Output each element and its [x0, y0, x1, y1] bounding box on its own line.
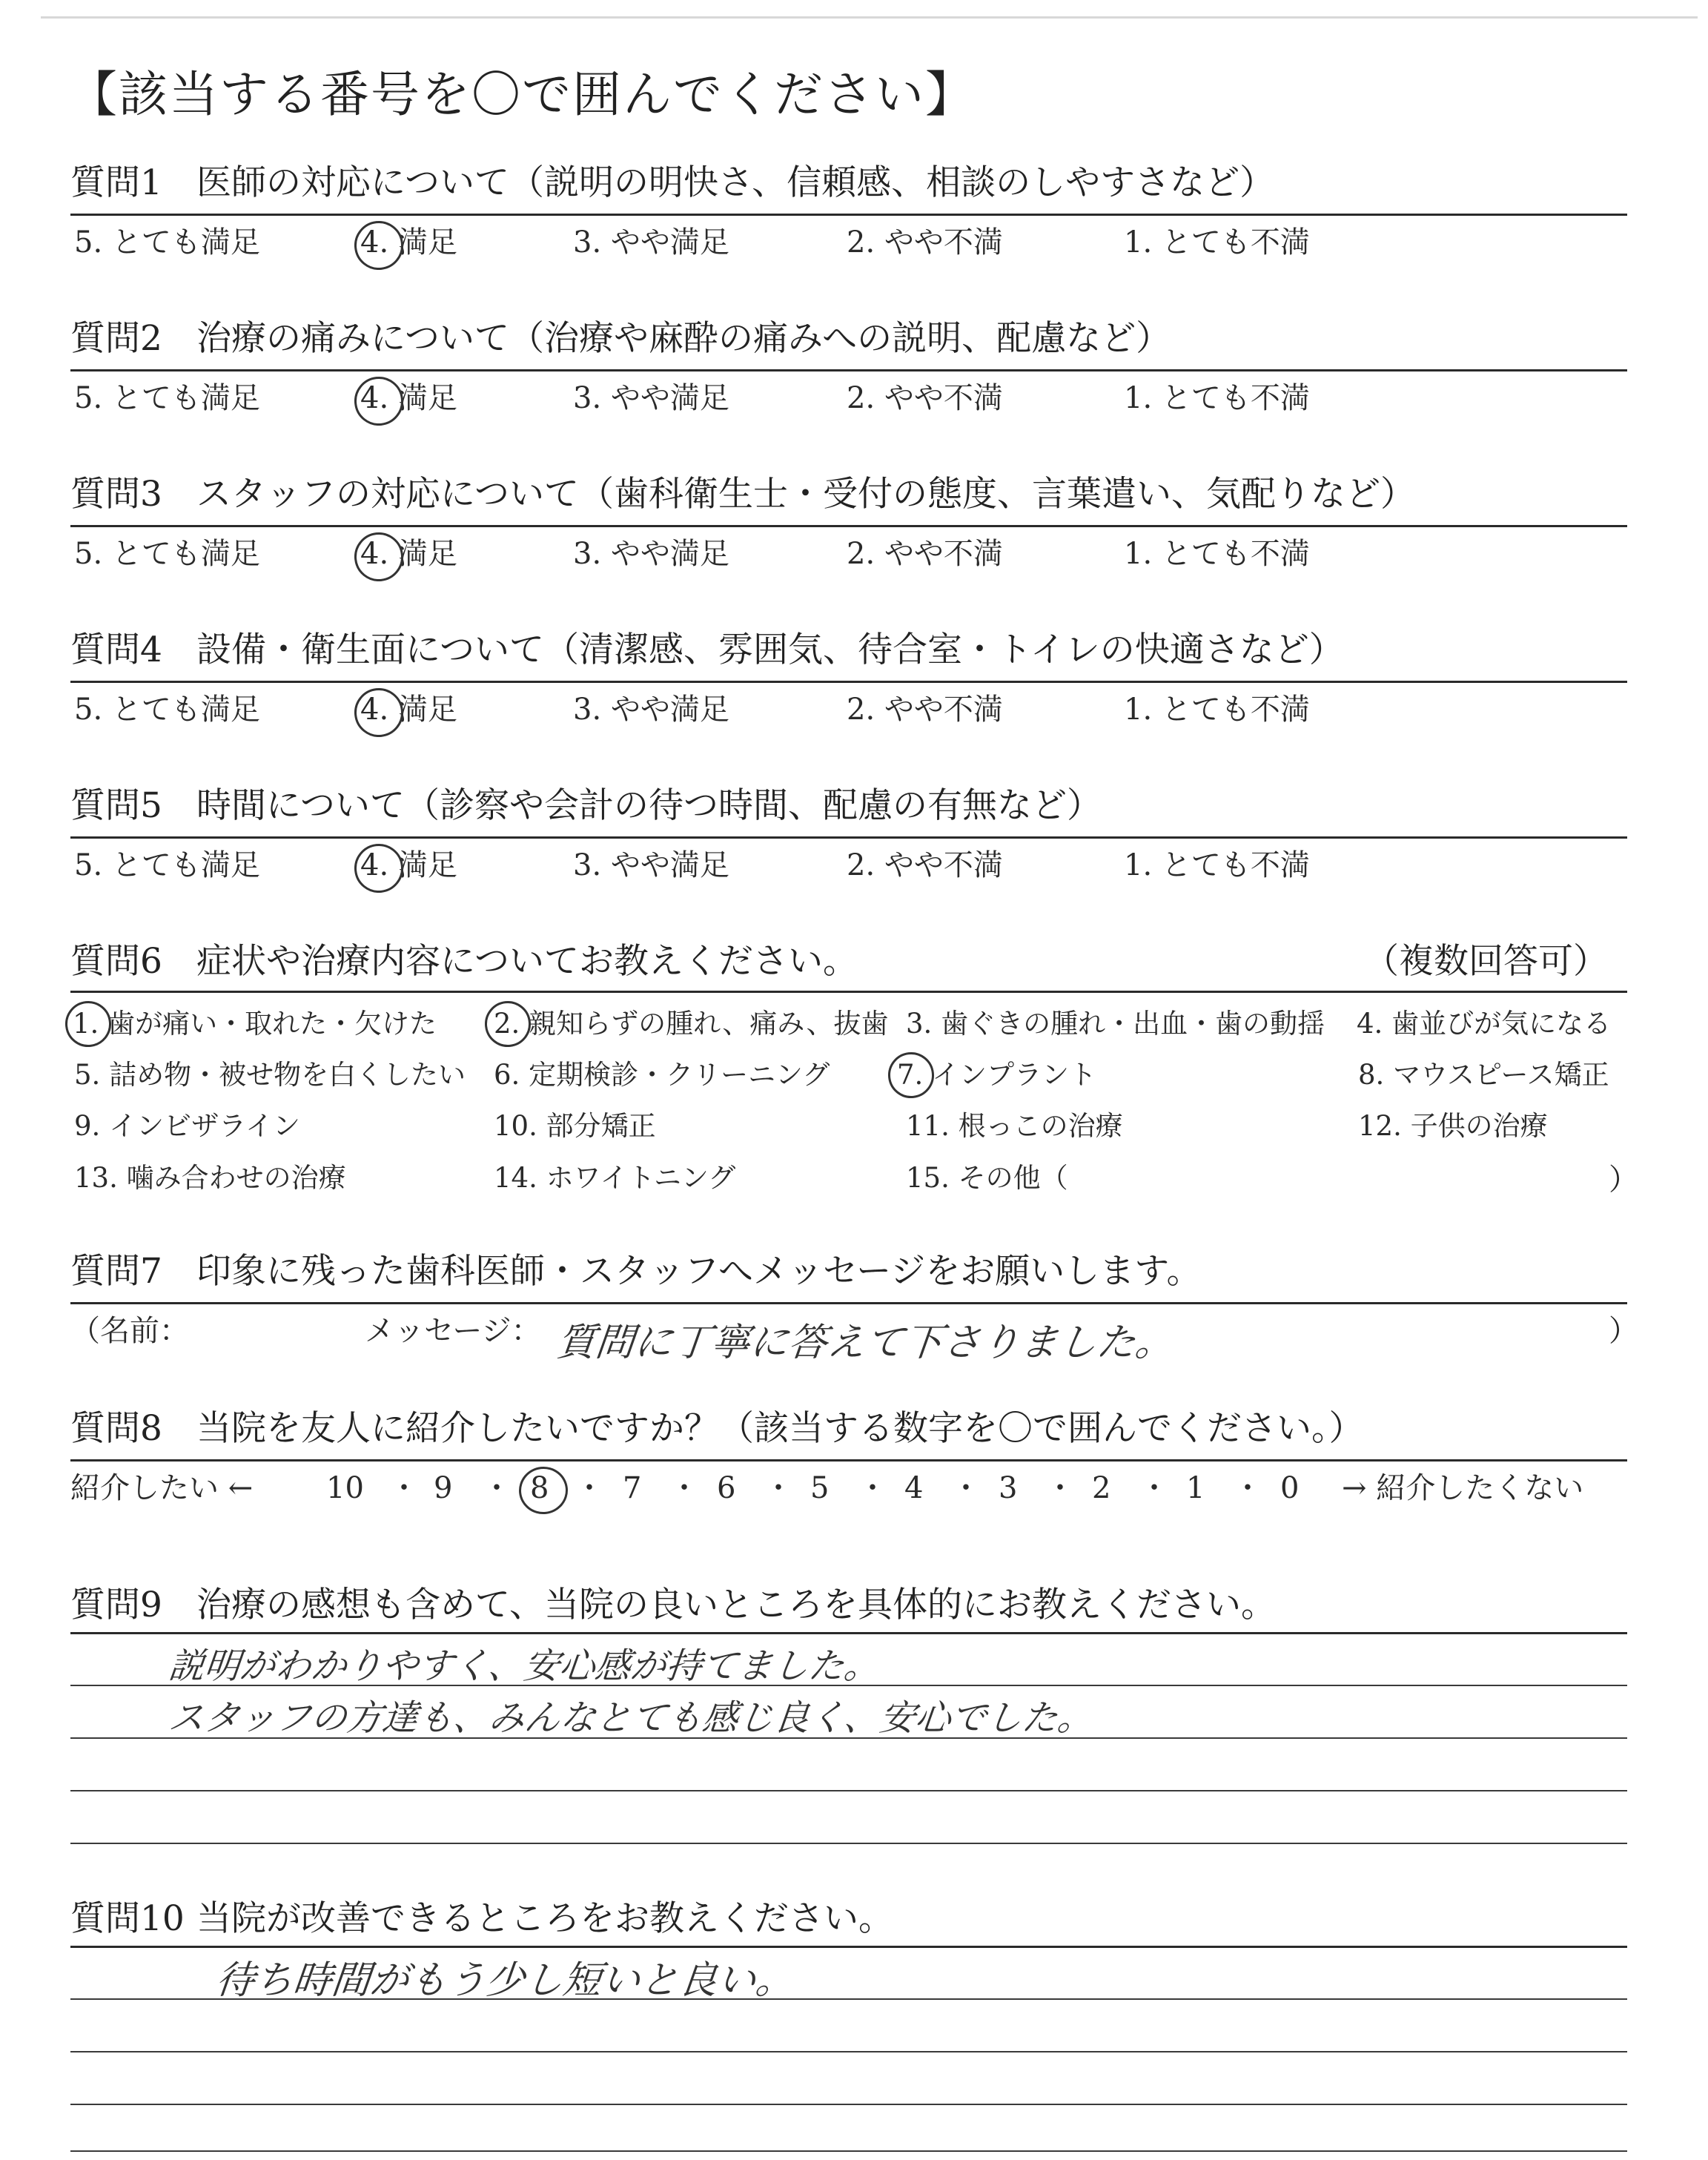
question-number: 質問8 [70, 1408, 162, 1449]
answer-line [70, 1790, 1627, 1791]
answer-line [70, 2051, 1627, 2052]
question-text: 印象に残った歯科医師・スタッフへメッセージをお願いします。 [196, 1251, 1202, 1292]
rating-option-5[interactable]: 5. とても満足 [74, 537, 260, 571]
question-number: 質問7 [70, 1251, 162, 1292]
question-5 [70, 784, 1102, 828]
scale-value-7[interactable]: 7 [623, 1471, 642, 1505]
recommend-scale [70, 1470, 1627, 1507]
scale-dot: ・ [389, 1471, 419, 1505]
rating-option-1[interactable]: 1. とても不満 [1124, 848, 1310, 882]
question-underline [70, 991, 1627, 993]
rating-option-5[interactable]: 5. とても満足 [74, 848, 260, 882]
symptom-option-2[interactable]: 2. 親知らずの腫れ、痛み、抜歯 [494, 1008, 889, 1040]
rating-option-2[interactable]: 2. やや不満 [847, 381, 1003, 415]
question-number: 質問9 [70, 1585, 162, 1625]
rating-option-1[interactable]: 1. とても不満 [1124, 225, 1310, 260]
question-underline [70, 1459, 1627, 1462]
rating-option-2[interactable]: 2. やや不満 [847, 537, 1003, 571]
top-divider [41, 16, 1698, 19]
question-text: 症状や治療内容についてお教えください。 [196, 941, 858, 982]
scale-value-5[interactable]: 5 [810, 1471, 830, 1505]
scale-value-1[interactable]: 1 [1186, 1471, 1205, 1505]
rating-option-5[interactable]: 5. とても満足 [74, 381, 260, 415]
page-title: 【該当する番号を〇で囲んでください】 [68, 66, 976, 123]
scale-value-6[interactable]: 6 [717, 1471, 736, 1505]
rating-option-2[interactable]: 2. やや不満 [847, 693, 1003, 727]
handwritten-answer-line-1: 説明がわかりやすく、安心感が持てました。 [166, 1645, 882, 1687]
answer-line [70, 1946, 1627, 1948]
question-3 [70, 472, 1415, 517]
question-10 [70, 1897, 893, 1941]
question-number: 質問1 [70, 162, 162, 203]
answer-line [70, 2104, 1627, 2105]
other-close-paren: ） [1609, 1163, 1638, 1197]
name-label: （名前： [70, 1314, 189, 1348]
rating-option-4[interactable]: 4. 満足 [360, 537, 457, 571]
symptom-option-10[interactable]: 10. 部分矯正 [494, 1110, 656, 1142]
rating-option-3[interactable]: 3. やや満足 [573, 381, 729, 415]
rating-option-1[interactable]: 1. とても不満 [1124, 381, 1310, 415]
message-label: メッセージ： [365, 1314, 541, 1348]
symptom-option-6[interactable]: 6. 定期検診・クリーニング [494, 1059, 830, 1091]
question-number: 質問6 [70, 941, 162, 982]
scale-dot: ・ [951, 1471, 981, 1505]
scale-dot: ・ [482, 1471, 512, 1505]
scale-value-10[interactable]: 10 [326, 1471, 364, 1505]
scale-dot: ・ [858, 1471, 887, 1505]
question-number: 質問5 [70, 785, 162, 826]
question-4 [70, 628, 1344, 673]
question-number: 質問2 [70, 318, 162, 359]
symptom-option-12[interactable]: 12. 子供の治療 [1358, 1110, 1548, 1142]
rating-option-3[interactable]: 3. やや満足 [573, 693, 729, 727]
symptom-option-3[interactable]: 3. 歯ぐきの腫れ・出血・歯の動揺 [906, 1008, 1325, 1040]
rating-option-2[interactable]: 2. やや不満 [847, 225, 1003, 260]
scale-dot: ・ [1233, 1471, 1262, 1505]
question-underline [70, 1302, 1627, 1304]
symptom-option-8[interactable]: 8. マウスピース矯正 [1358, 1059, 1609, 1091]
scale-value-0[interactable]: 0 [1280, 1471, 1300, 1505]
question-underline [70, 214, 1627, 216]
answer-line [70, 2150, 1627, 2152]
scale-value-4[interactable]: 4 [904, 1471, 924, 1505]
scale-dot: ・ [764, 1471, 793, 1505]
rating-option-1[interactable]: 1. とても不満 [1124, 537, 1310, 571]
answer-line [70, 1843, 1627, 1844]
scale-dot: ・ [575, 1471, 604, 1505]
scale-left-label: 紹介したい ← [70, 1471, 254, 1505]
question-text: スタッフの対応について（歯科衛生士・受付の態度、言葉遣い、気配りなど） [196, 474, 1416, 515]
rating-option-3[interactable]: 3. やや満足 [573, 225, 729, 260]
symptom-option-13[interactable]: 13. 噛み合わせの治療 [74, 1162, 346, 1194]
rating-option-5[interactable]: 5. とても満足 [74, 225, 260, 260]
answer-line [70, 1632, 1627, 1634]
symptom-option-5[interactable]: 5. 詰め物・被せ物を白くしたい [74, 1059, 466, 1091]
rating-option-1[interactable]: 1. とても不満 [1124, 693, 1310, 727]
scale-value-3[interactable]: 3 [999, 1471, 1018, 1505]
symptom-option-1[interactable]: 1. 歯が痛い・取れた・欠けた [73, 1008, 437, 1040]
question-underline [70, 836, 1627, 839]
question-text: 治療の痛みについて（治療や麻酔の痛みへの説明、配慮など） [196, 318, 1171, 359]
question-text: 治療の感想も含めて、当院の良いところを具体的にお教えください。 [196, 1585, 1277, 1625]
multiple-answer-note: （複数回答可） [1364, 941, 1608, 982]
rating-option-4[interactable]: 4. 満足 [360, 693, 457, 727]
question-underline [70, 525, 1627, 527]
question-6 [70, 939, 858, 984]
question-7 [70, 1249, 1201, 1294]
question-2 [70, 317, 1171, 361]
rating-option-4[interactable]: 4. 満足 [360, 381, 457, 415]
symptom-option-14[interactable]: 14. ホワイトニング [494, 1162, 736, 1194]
handwritten-message: 質問に丁寧に答えて下さりました。 [555, 1321, 1176, 1365]
scale-right-label: → 紹介したくない [1342, 1471, 1584, 1505]
handwritten-improvement: 待ち時間がもう少し短いと良い。 [214, 1958, 797, 2003]
handwritten-answer-line-2: スタッフの方達も、みんなとても感じ良く、安心でした。 [166, 1697, 1096, 1739]
question-text: 時間について（診察や会計の待つ時間、配慮の有無など） [196, 785, 1102, 826]
symptom-option-11[interactable]: 11. 根っこの治療 [906, 1110, 1123, 1142]
question-number: 質問4 [70, 630, 162, 670]
question-underline [70, 681, 1627, 683]
rating-option-3[interactable]: 3. やや満足 [573, 537, 729, 571]
symptom-option-4[interactable]: 4. 歯並びが気になる [1357, 1008, 1612, 1040]
question-text: 当院が改善できるところをお教えください。 [196, 1898, 893, 1939]
symptom-option-15[interactable]: 15. その他（ [906, 1162, 1068, 1194]
scale-value-9[interactable]: 9 [434, 1471, 453, 1505]
question-number: 質問10 [70, 1898, 185, 1939]
question-text: 医師の対応について（説明の明快さ、信頼感、相談のしやすさなど） [196, 162, 1275, 203]
message-close-paren: ） [1609, 1314, 1638, 1348]
question-underline [70, 369, 1627, 371]
rating-option-4[interactable]: 4. 満足 [360, 848, 457, 882]
question-text: 当院を友人に紹介したいですか？（該当する数字を〇で囲んでください。） [196, 1408, 1364, 1449]
question-9 [70, 1583, 1276, 1628]
question-number: 質問3 [70, 474, 162, 515]
scale-dot: ・ [1139, 1471, 1169, 1505]
scale-dot: ・ [1045, 1471, 1075, 1505]
scale-value-2[interactable]: 2 [1092, 1471, 1111, 1505]
rating-option-5[interactable]: 5. とても満足 [74, 693, 260, 727]
question-8 [70, 1407, 1364, 1451]
scale-value-8[interactable]: 8 [530, 1471, 549, 1505]
scale-dot: ・ [669, 1471, 699, 1505]
symptom-option-7[interactable]: 7. インプラント [897, 1059, 1097, 1091]
rating-option-4[interactable]: 4. 満足 [360, 225, 457, 260]
symptom-option-9[interactable]: 9. インビザライン [74, 1110, 300, 1142]
rating-option-2[interactable]: 2. やや不満 [847, 848, 1003, 882]
question-1 [70, 161, 1274, 205]
rating-option-3[interactable]: 3. やや満足 [573, 848, 729, 882]
question-text: 設備・衛生面について（清潔感、雰囲気、待合室・トイレの快適さなど） [196, 630, 1344, 670]
